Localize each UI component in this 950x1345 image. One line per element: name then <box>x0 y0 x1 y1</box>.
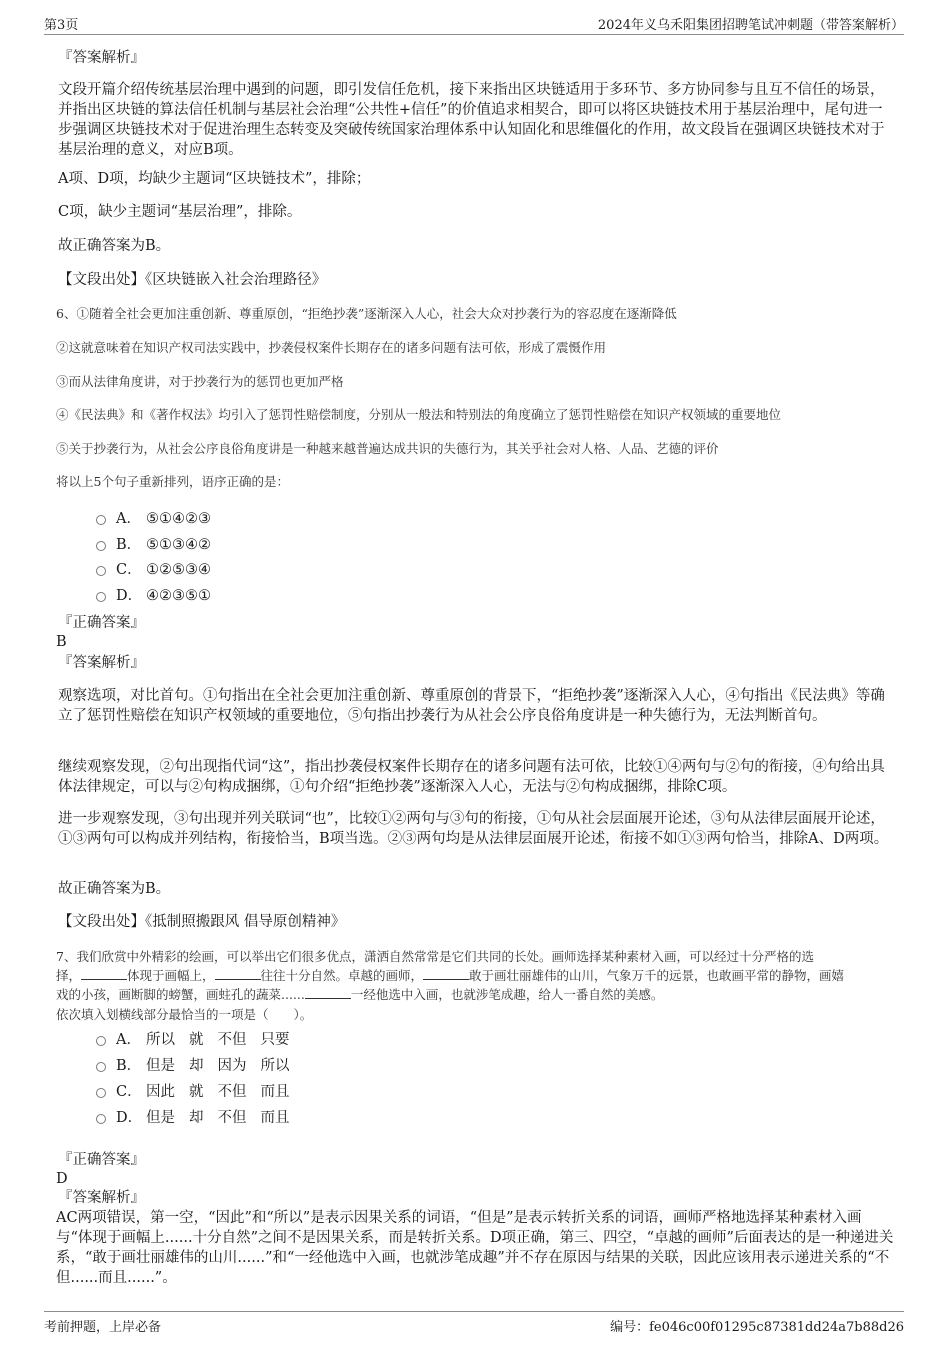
q6-analysis-p4: 故正确答案为B。 <box>58 881 171 897</box>
radio-icon[interactable] <box>96 1114 106 1124</box>
document-id: 编号：fe046c00f01295c87381dd24a7b88d26 <box>610 1320 904 1335</box>
radio-icon[interactable] <box>96 515 106 525</box>
q5-analysis-p3: C项，缺少主题词“基层治理”，排除。 <box>58 204 302 220</box>
q6-sentence-2: ②这就意味着在知识产权司法实践中，抄袭侵权案件长期存在的诸多问题有法可依，形成了震慑作用 <box>56 340 607 355</box>
q7-stem-line-1: 7、我们欣赏中外精彩的绘画，可以举出它们很多优点，潇洒自然常常是它们共同的长处。画师选择某种素材入画，可以经过十分严格的选 <box>56 949 814 964</box>
option-word: 就 <box>189 1084 204 1100</box>
q7-analysis-p1: AC两项错误，第一空，“因此”和“所以”是表示因果关系的词语，“但是”是表示转折关系的词语，画师严格地选择某种素材入画与“体现于画幅上......十分自然”之间不是因果关系，而是转折关系。D项正确，第三、四空，“卓越的画师”后面表达的是一种递进关系，“敢于画壮丽雄伟的山川......”和“一经他选中入画，也就涉笔成趣”并不存在原因与结果的关联，因此应该用表示递进关系的“不但......而且......”。 <box>56 1210 894 1286</box>
radio-icon[interactable] <box>96 541 106 551</box>
option-words <box>146 1056 304 1076</box>
option-word: 却 <box>189 1058 204 1074</box>
option-word: 就 <box>189 1032 204 1048</box>
option-label: C． <box>116 562 142 578</box>
q5-analysis-p4: 故正确答案为B。 <box>58 238 171 254</box>
q6-source: 【文段出处】《抵制照搬跟风 倡导原创精神》 <box>58 914 346 930</box>
option-word: 却 <box>189 1110 204 1126</box>
stem-text: 择， <box>56 968 82 983</box>
option-word: 因为 <box>217 1058 247 1074</box>
q6-sentence-3: ③而从法律角度讲，对于抄袭行为的惩罚也更加严格 <box>56 374 344 389</box>
page-number: 第3页 <box>44 18 79 33</box>
page-header <box>44 14 904 35</box>
q5-source: 【文段出处】《区块链嵌入社会治理路径》 <box>58 272 327 288</box>
option-word: 所以 <box>260 1058 290 1074</box>
option-text: ④②③⑤① <box>146 588 211 604</box>
radio-icon[interactable] <box>96 566 106 576</box>
stem-text: 敢于画壮丽雄伟的山川，气象万千的远景，也敢画平常的静物，画嬉 <box>469 968 845 983</box>
q7-answer: D <box>56 1171 68 1187</box>
option-label: B． <box>116 1058 142 1074</box>
fill-blank-1 <box>81 967 127 980</box>
option-text: ⑤①④②③ <box>146 511 211 527</box>
stem-text: 体现于画幅上， <box>127 968 215 983</box>
q6-analysis-p1: 观察选项，对比首句。①句指出在全社会更加注重创新、尊重原创的背景下，“拒绝抄袭”逐渐深入人心，④句指出《民法典》等确立了惩罚性赔偿在知识产权领域的重要地位，⑤句指出抄袭行为从社会公序良俗角度讲是一种失德行为，无法判断首句。 <box>58 688 885 724</box>
q6-answer-title: 『正确答案』 <box>58 615 145 631</box>
option-text: ⑤①③④② <box>146 537 211 553</box>
radio-icon[interactable] <box>96 1036 106 1046</box>
fill-blank-3 <box>423 967 469 980</box>
option-word: 不但 <box>217 1032 247 1048</box>
q6-option-c[interactable] <box>96 560 211 580</box>
q6-sentence-1: 6、①随着全社会更加注重创新、尊重原创，“拒绝抄袭”逐渐深入人心，社会大众对抄袭行为的容忍度在逐渐降低 <box>56 306 677 321</box>
option-words <box>146 1108 304 1128</box>
option-label: B． <box>116 537 142 553</box>
option-word: 不但 <box>217 1084 247 1100</box>
radio-icon[interactable] <box>96 592 106 602</box>
q7-analysis-title: 『答案解析』 <box>58 1190 145 1206</box>
q6-option-d[interactable] <box>96 586 211 606</box>
document-title: 2024年义乌禾阳集团招聘笔试冲刺题（带答案解析） <box>597 18 904 33</box>
option-text: ①②⑤③④ <box>146 562 211 578</box>
option-word: 而且 <box>260 1084 290 1100</box>
option-word: 而且 <box>260 1110 290 1126</box>
option-label: A． <box>116 511 141 527</box>
fill-blank-2 <box>215 967 261 980</box>
option-word: 但是 <box>146 1110 175 1126</box>
q6-sentence-5: ⑤关于抄袭行为，从社会公序良俗角度讲是一种越来越普遍达成共识的失德行为，其关乎社会对人格、人品、艺德的评价 <box>56 441 719 456</box>
footer-slogan: 考前押题，上岸必备 <box>44 1320 162 1335</box>
q7-stem-line-2 <box>56 966 896 985</box>
q6-option-a[interactable] <box>96 509 211 529</box>
q5-analysis-p1: 文段开篇介绍传统基层治理中遇到的问题，即引发信任危机，接下来指出区块链适用于多环节、多方协同参与且互不信任的场景，并指出区块链的算法信任机制与基层社会治理“公共性+信任”的价值追求相契合，即可以将区块链技术用于基层治理中，尾句进一步强调区块链技术对于促进治理生态转变及突破传统国家治理体系中认知固化和思维僵化的作用，故文段旨在强调区块链技术对于基层治理的意义，对应B项。 <box>58 82 885 158</box>
q5-analysis-p2: A项、D项，均缺少主题词“区块链技术”，排除； <box>58 171 371 187</box>
q6-sentence-4: ④《民法典》和《著作权法》均引入了惩罚性赔偿制度，分别从一般法和特别法的角度确立了惩罚性赔偿在知识产权领域的重要地位 <box>56 407 782 422</box>
q7-stem-line-3 <box>56 985 896 1004</box>
q7-option-b[interactable] <box>96 1056 304 1076</box>
option-word: 但是 <box>146 1058 175 1074</box>
q6-analysis-p3: 进一步观察发现，③句出现并列关联词“也”，比较①②两句与③句的衔接，①句从社会层面展开论述，③句从法律层面展开论述，①③两句可以构成并列结构，衔接恰当，B项当选。②③两句均是从法律层面展开论述，衔接不如①③两句恰当，排除A、D两项。 <box>58 811 889 847</box>
q7-answer-title: 『正确答案』 <box>58 1152 145 1168</box>
radio-icon[interactable] <box>96 1088 106 1098</box>
q6-answer: B <box>56 634 67 650</box>
q6-analysis-title: 『答案解析』 <box>58 655 145 671</box>
q7-prompt: 依次填入划横线部分最恰当的一项是（ ）。 <box>56 1007 313 1022</box>
fill-blank-4 <box>305 986 351 999</box>
q6-analysis-p2: 继续观察发现，②句出现指代词“这”，指出抄袭侵权案件长期存在的诸多问题有法可依，比较①④两句与②句的衔接，④句给出具体法律规定，可以与②句构成捆绑，①句介绍“拒绝抄袭”逐渐深入人心，无法与②句构成捆绑，排除C项。 <box>58 759 885 795</box>
q7-option-d[interactable] <box>96 1108 304 1128</box>
option-label: A． <box>116 1032 141 1048</box>
option-words <box>146 1030 304 1050</box>
q6-prompt: 将以上5个句子重新排列，语序正确的是： <box>56 474 289 489</box>
q7-option-c[interactable] <box>96 1082 304 1102</box>
page-footer <box>44 1311 904 1335</box>
q7-option-a[interactable] <box>96 1030 304 1050</box>
option-words <box>146 1082 304 1102</box>
option-word: 不但 <box>217 1110 247 1126</box>
option-word: 所以 <box>146 1032 175 1048</box>
stem-text: 一经他选中入画，也就涉笔成趣，给人一番自然的美感。 <box>350 987 664 1002</box>
option-word: 只要 <box>260 1032 290 1048</box>
radio-icon[interactable] <box>96 1062 106 1072</box>
stem-text: 戏的小孩，画断脚的螃蟹，画蛀孔的蔬菜...... <box>56 987 305 1002</box>
q6-option-b[interactable] <box>96 535 211 555</box>
q5-analysis-title: 『答案解析』 <box>58 50 145 66</box>
stem-text: 往往十分自然。卓越的画师， <box>260 968 424 983</box>
option-label: D． <box>116 588 143 604</box>
option-word: 因此 <box>146 1084 175 1100</box>
option-label: D． <box>116 1110 143 1126</box>
option-label: C． <box>116 1084 142 1100</box>
